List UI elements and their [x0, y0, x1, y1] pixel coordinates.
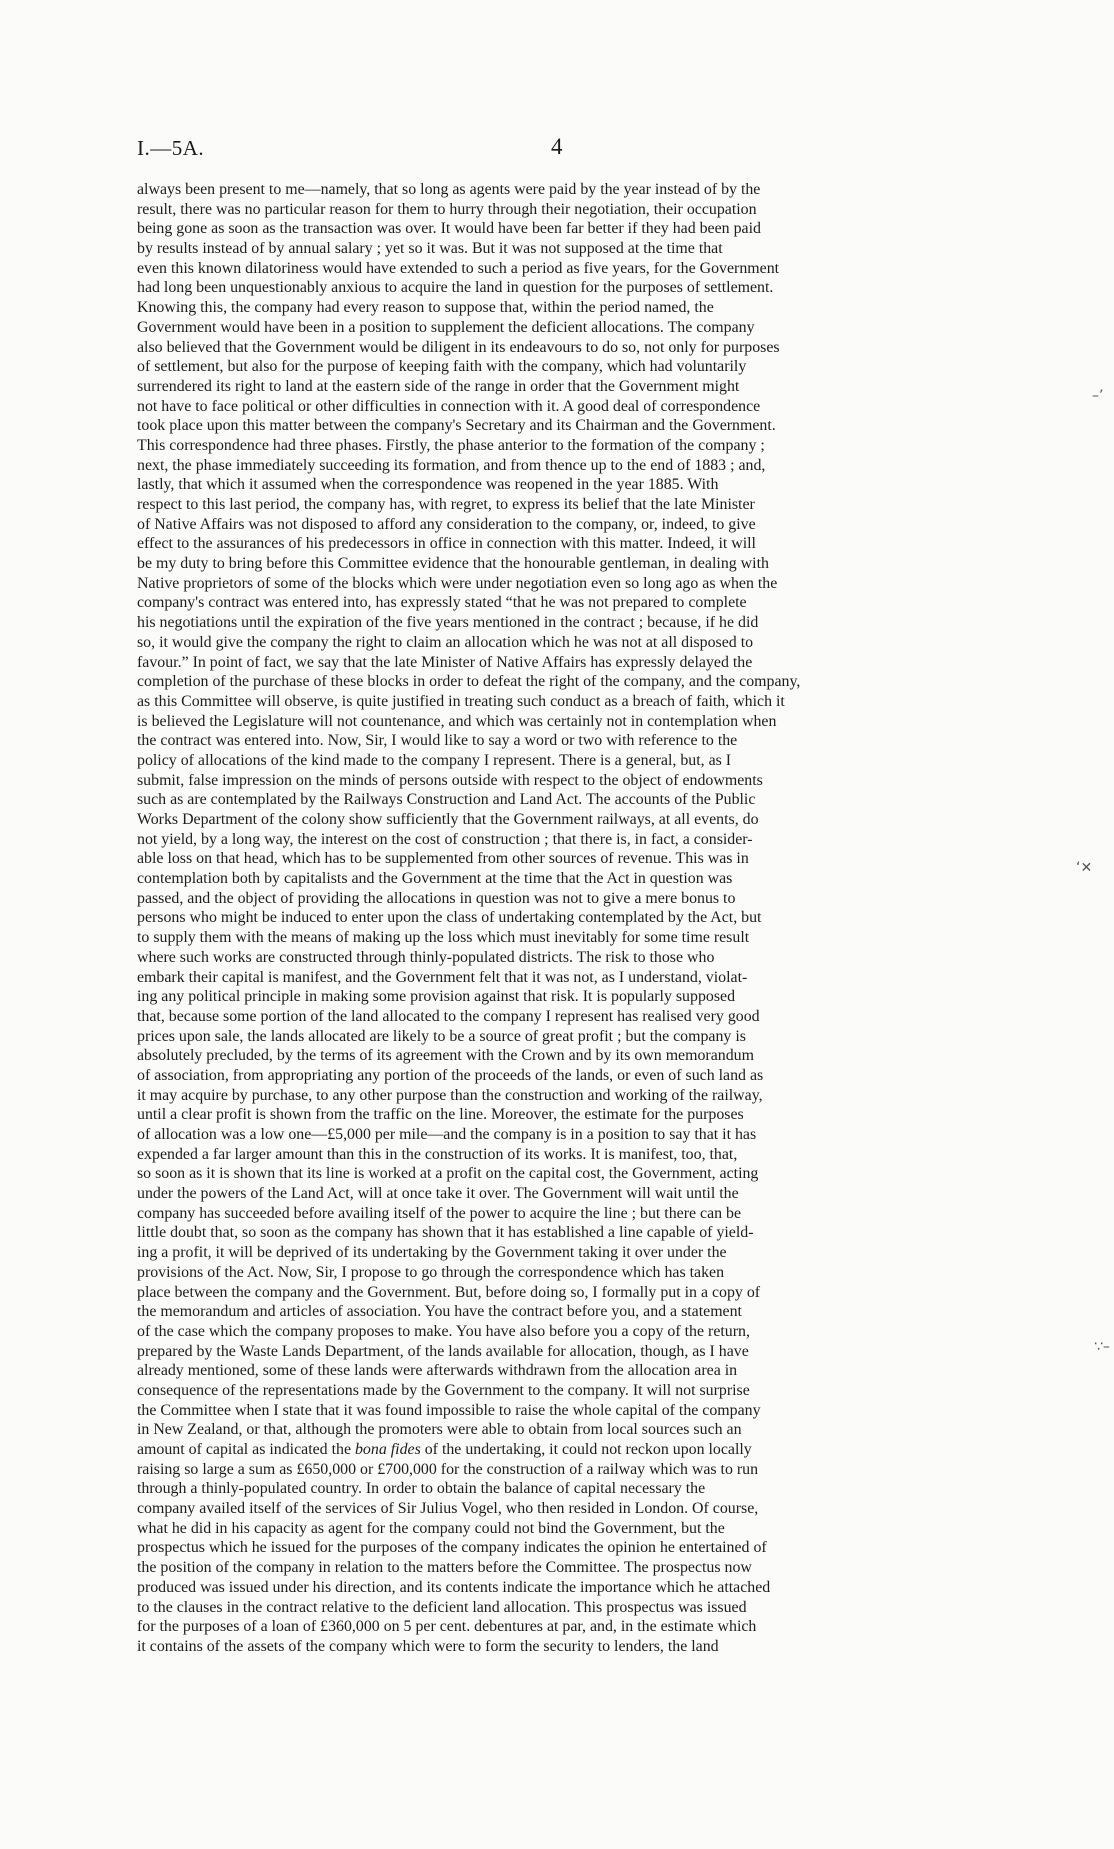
- text-line: effect to the assurances of his predecessors in office in connection with this matter. Indeed, it will: [137, 535, 756, 553]
- text-line: such as are contemplated by the Railways Construction and Land Act. The accounts of the Public: [137, 791, 756, 809]
- text-line: surrendered its right to land at the eastern side of the range in order that the Government might: [137, 377, 740, 395]
- text-line: also believed that the Government would be diligent in its endeavours to do so, not only for purposes: [137, 338, 780, 356]
- text-line: so soon as it is shown that its line is worked at a profit on the capital cost, the Government, acting: [137, 1165, 759, 1183]
- text-line: expended a far larger amount than this in the construction of its works. It is manifest, too, that,: [137, 1145, 738, 1163]
- text-line: ing any political principle in making some provision against that risk. It is popularly supposed: [137, 988, 736, 1006]
- text-line: provisions of the Act. Now, Sir, I propose to go through the correspondence which has taken: [137, 1263, 725, 1281]
- text-line: respect to this last period, the company has, with regret, to express its belief that the late Minister: [137, 496, 755, 513]
- text-line: until a clear profit is shown from the traffic on the line. Moreover, the estimate for the purposes: [137, 1106, 744, 1124]
- text-line: his negotiations until the expiration of the five years mentioned in the contract ; because, if he did: [137, 614, 759, 632]
- text-line: not have to face political or other difficulties in connection with it. A good deal of correspondence: [137, 397, 761, 415]
- text-line: always been present to me—namely, that so long as agents were paid by the year instead of by the: [137, 181, 761, 198]
- text-line: in New Zealand, or that, although the promoters were able to obtain from local sources such an: [137, 1421, 742, 1439]
- text-line: prospectus which he issued for the purposes of the company indicates the opinion he entertained of: [137, 1539, 767, 1557]
- text-line: prepared by the Waste Lands Department, of the lands available for allocation, though, as I have: [137, 1342, 749, 1360]
- text-line: through a thinly-populated country. In order to obtain the balance of capital necessary the: [137, 1480, 706, 1498]
- text-line: company's contract was entered into, has expressly stated “that he was not prepared to complete: [137, 594, 747, 612]
- text-line: the contract was entered into. Now, Sir, I would like to say a word or two with reference to the: [137, 732, 738, 750]
- text-line: next, the phase immediately succeeding its formation, and from thence up to the end of 1883 ; and,: [137, 456, 766, 474]
- text-line: completion of the purchase of these blocks in order to defeat the right of the company, and the company,: [137, 673, 801, 691]
- document-reference: I.—5A.: [137, 136, 205, 160]
- text-line: Government would have been in a position to supplement the deficient allocations. The company: [137, 318, 755, 336]
- text-line: under the powers of the Land Act, will at once take it over. The Government will wait until the: [137, 1185, 739, 1203]
- text-line: of allocation was a low one—£5,000 per mile—and the company is in a position to say that it has: [137, 1126, 757, 1143]
- text-line: the Committee when I state that it was found impossible to raise the whole capital of the company: [137, 1401, 761, 1419]
- text-line: of settlement, but also for the purpose of keeping faith with the company, which had voluntarily: [137, 358, 747, 376]
- text-line: it contains of the assets of the company which were to form the security to lenders, the land: [137, 1637, 719, 1655]
- text-line: already mentioned, some of these lands were afterwards withdrawn from the allocation area in: [137, 1362, 738, 1380]
- text-line: the position of the company in relation to the matters before the Committee. The prospectus now: [137, 1559, 752, 1577]
- text-line: absolutely precluded, by the terms of its agreement with the Crown and by its own memorandum: [137, 1047, 754, 1065]
- text-line: ing a profit, it will be deprived of its undertaking by the Government taking it over under the: [137, 1244, 727, 1262]
- text-line: even this known dilatoriness would have extended to such a period as five years, for the Government: [137, 259, 780, 277]
- text-line: so, it would give the company the right to claim an allocation which he was not at all disposed to: [137, 633, 754, 651]
- text-line: Works Department of the colony show sufficiently that the Government railways, at all events, do: [137, 811, 759, 828]
- text-line: not yield, by a long way, the interest on the cost of construction ; that there is, in fact, a consider-: [137, 830, 753, 848]
- text-line: to supply them with the means of making up the loss which must inevitably for some time result: [137, 929, 750, 947]
- text-line: consequence of the representations made by the Government to the company. It will not surprise: [137, 1381, 750, 1399]
- text-line: of association, from appropriating any portion of the proceeds of the lands, or even of such land as: [137, 1066, 764, 1084]
- text-line: able loss on that head, which has to be supplemented from other sources of revenue. This was in: [137, 850, 749, 868]
- margin-mark: ‘✕: [1076, 860, 1093, 876]
- text-line: where such works are constructed through thinly-populated districts. The risk to those who: [137, 948, 715, 966]
- margin-mark: ∵–: [1094, 1339, 1110, 1355]
- text-line: Native proprietors of some of the blocks which were under negotiation even so long ago as when the: [137, 574, 778, 592]
- text-line: company availed itself of the services of Sir Julius Vogel, who then resided in London. Of course,: [137, 1500, 759, 1518]
- text-line: Knowing this, the company had every reason to suppose that, within the period named, the: [137, 299, 714, 317]
- text-line: prices upon sale, the lands allocated are likely to be a source of great profit ; but the company is: [137, 1027, 746, 1045]
- text-line: submit, false impression on the minds of persons outside with respect to the object of endowments: [137, 771, 763, 789]
- text-line: lastly, that which it assumed when the correspondence was reopened in the year 1885. With: [137, 476, 719, 494]
- margin-mark: –’: [1092, 388, 1104, 404]
- text-line: took place upon this matter between the company's Secretary and its Chairman and the Government.: [137, 417, 776, 435]
- text-line: result, there was no particular reason for them to hurry through their negotiation, their occupation: [137, 200, 757, 218]
- text-line: embark their capital is manifest, and the Government felt that it was not, as I understand, violat-: [137, 968, 748, 986]
- text-line: as this Committee will observe, is quite justified in treating such conduct as a breach of faith, which it: [137, 692, 785, 710]
- text-line: be my duty to bring before this Committee evidence that the honourable gentleman, in dealing with: [137, 555, 769, 573]
- body-text: [137, 180, 979, 1657]
- text-line: contemplation both by capitalists and the Government at the time that the Act in question was: [137, 870, 733, 888]
- text-line: by results instead of by annual salary ; yet so it was. But it was not supposed at the time that: [137, 240, 723, 258]
- text-line: that, because some portion of the land allocated to the company I represent has realised very good: [137, 1007, 760, 1025]
- text-line: policy of allocations of the kind made to the company I represent. There is a general, but, as I: [137, 751, 732, 769]
- text-line: company has succeeded before availing itself of the power to acquire the line ; but there can be: [137, 1204, 742, 1222]
- text-line: being gone as soon as the transaction was over. It would have been far better if they had been paid: [137, 220, 761, 238]
- page-number: 4: [551, 134, 563, 159]
- text-line: passed, and the object of providing the allocations in question was not to give a mere bonus to: [137, 889, 736, 907]
- text-line: persons who might be induced to enter upon the class of undertaking contemplated by the Act, but: [137, 909, 762, 927]
- text-line: raising so large a sum as £650,000 or £700,000 for the construction of a railway which was to run: [137, 1460, 759, 1478]
- text-line: favour.” In point of fact, we say that the late Minister of Native Affairs has expressly delayed the: [137, 653, 753, 671]
- page-header: [137, 136, 979, 166]
- text-line: to the clauses in the contract relative to the deficient land allocation. This prospectus was issued: [137, 1598, 747, 1616]
- text-line: the memorandum and articles of association. You have the contract before you, and a statement: [137, 1303, 742, 1321]
- text-line: of the case which the company proposes to make. You have also before you a copy of the return,: [137, 1322, 750, 1340]
- text-line: little doubt that, so soon as the company has shown that it has established a line capable of yield-: [137, 1224, 754, 1242]
- text-line: produced was issued under his direction, and its contents indicate the importance which he attached: [137, 1578, 771, 1596]
- text-line: for the purposes of a loan of £360,000 on 5 per cent. debentures at par, and, in the estimate which: [137, 1618, 757, 1636]
- text-line: what he did in his capacity as agent for the company could not bind the Government, but the: [137, 1519, 725, 1537]
- text-line: had long been unquestionably anxious to acquire the land in question for the purposes of settlement.: [137, 279, 774, 297]
- text-line: place between the company and the Government. But, before doing so, I formally put in a copy of: [137, 1283, 761, 1301]
- text-line: it may acquire by purchase, to any other purpose than the construction and working of the railway,: [137, 1086, 763, 1104]
- text-line: is believed the Legislature will not countenance, and which was certainly not in contemplation when: [137, 712, 777, 730]
- text-line: of Native Affairs was not disposed to afford any consideration to the company, or, indeed, to give: [137, 515, 756, 533]
- text-line: amount of capital as indicated the bona fides of the undertaking, it could not reckon upon locally: [137, 1441, 752, 1458]
- text-line: This correspondence had three phases. Firstly, the phase anterior to the formation of the company ;: [137, 436, 765, 454]
